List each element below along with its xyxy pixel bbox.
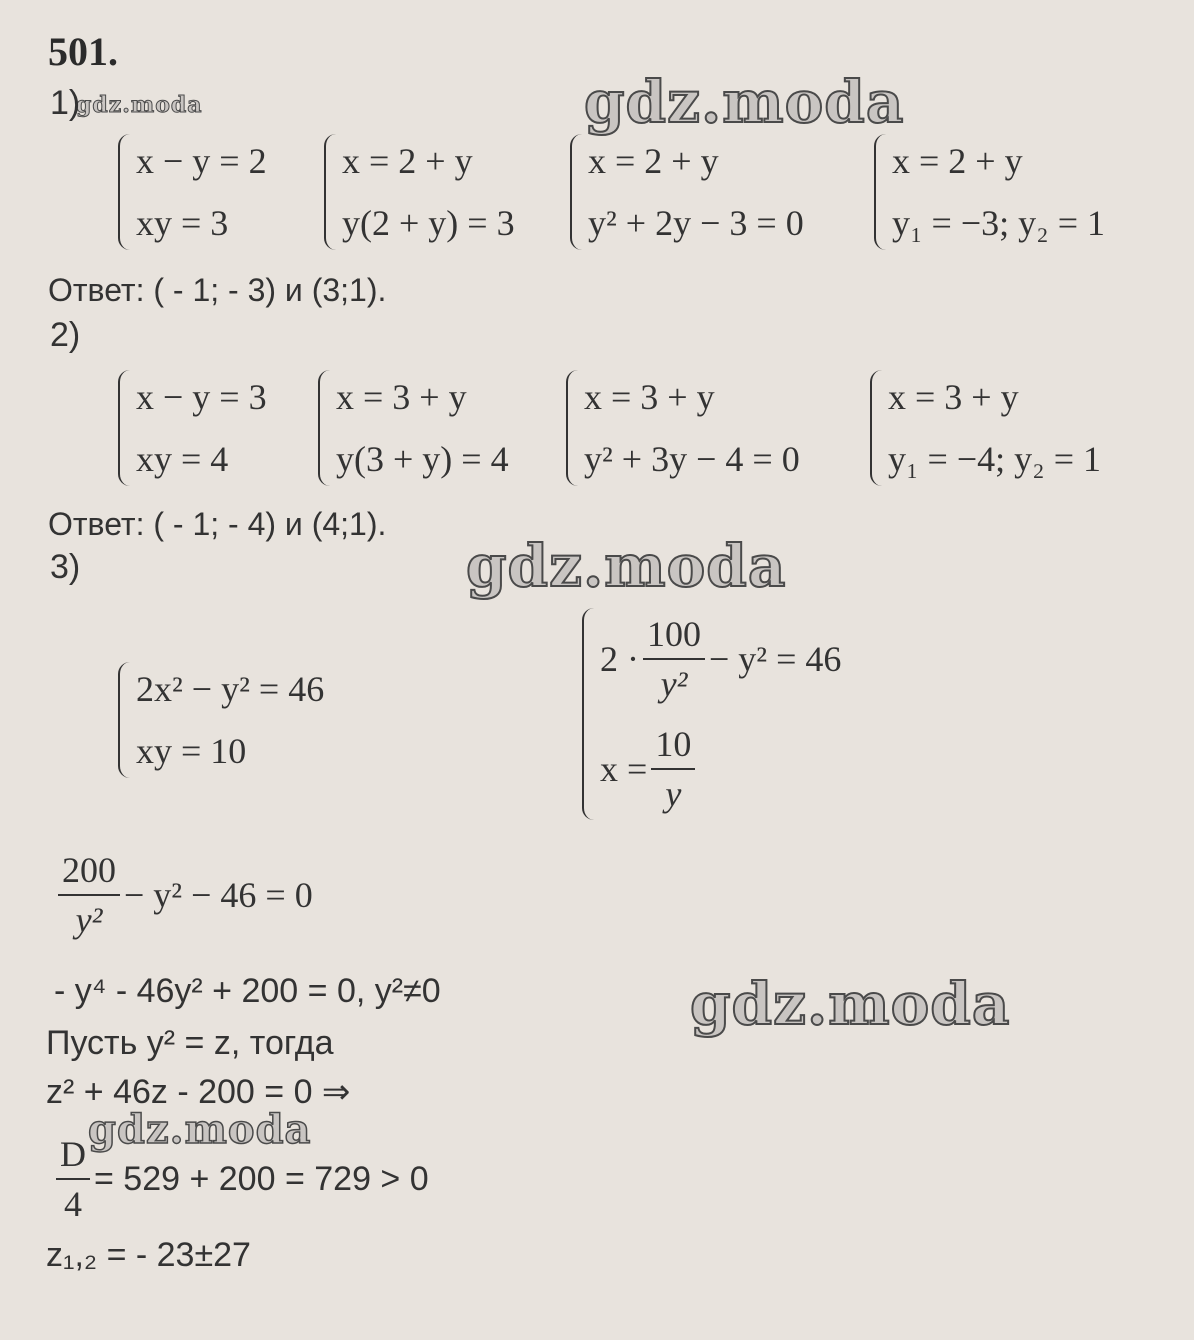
equation: x = 2 + y bbox=[588, 141, 719, 181]
fraction bbox=[56, 1130, 90, 1228]
equation-system bbox=[116, 658, 324, 782]
equation: 2x² − y² = 46 bbox=[136, 669, 325, 709]
numerator: 200 bbox=[58, 846, 120, 896]
fraction bbox=[643, 610, 705, 708]
equation: y² + 3y − 4 = 0 bbox=[584, 439, 800, 479]
equation: xy = 3 bbox=[136, 203, 229, 243]
equation: y(2 + y) = 3 bbox=[342, 203, 515, 243]
fraction bbox=[651, 720, 695, 818]
watermark: gdz.moda bbox=[76, 92, 203, 118]
equation-part: 2 · bbox=[600, 639, 639, 679]
numerator: 100 bbox=[643, 610, 705, 660]
equation-system bbox=[116, 366, 267, 490]
equation-part: = 529 + 200 = 729 > 0 bbox=[94, 1159, 429, 1198]
equation-system bbox=[564, 366, 800, 490]
equation-part: x = bbox=[600, 749, 648, 789]
fraction bbox=[58, 846, 120, 944]
equation-system bbox=[868, 366, 1101, 490]
equation-system bbox=[568, 130, 804, 254]
equation bbox=[600, 604, 841, 714]
equation: x = 3 + y bbox=[336, 377, 467, 417]
equation: z² + 46z - 200 = 0 ⇒ bbox=[46, 1073, 351, 1111]
answer: Ответ: ( - 1; - 3) и (3;1). bbox=[48, 272, 387, 308]
part-label: 2) bbox=[50, 316, 81, 354]
watermark: gdz.moda bbox=[584, 68, 905, 136]
equation-part: − y² = 46 bbox=[709, 639, 842, 679]
answer: Ответ: ( - 1; - 4) и (4;1). bbox=[48, 506, 387, 542]
denominator: 4 bbox=[64, 1184, 82, 1224]
equation: y² + 2y − 3 = 0 bbox=[588, 203, 804, 243]
equation: x = 3 + y bbox=[584, 377, 715, 417]
watermark: gdz.moda bbox=[466, 532, 787, 600]
part-label: 3) bbox=[50, 548, 81, 586]
equation-system bbox=[872, 130, 1105, 254]
part-label: 1) bbox=[50, 84, 81, 122]
equation: x − y = 2 bbox=[136, 141, 267, 181]
equation: xy = 4 bbox=[136, 439, 229, 479]
equation: xy = 10 bbox=[136, 731, 247, 771]
numerator: D bbox=[56, 1130, 90, 1180]
numerator: 10 bbox=[651, 720, 695, 770]
equation-system bbox=[580, 604, 841, 824]
equation: y₁ = −4; y₂ = 1 bbox=[888, 439, 1102, 479]
equation: x = 3 + y bbox=[888, 377, 1019, 417]
equation bbox=[54, 846, 313, 944]
equation: Пусть y² = z, тогда bbox=[46, 1024, 334, 1062]
equation bbox=[52, 1130, 429, 1228]
equation-system bbox=[322, 130, 515, 254]
denominator: y² bbox=[75, 900, 103, 940]
equation-system bbox=[316, 366, 509, 490]
equation-system bbox=[116, 130, 267, 254]
watermark: gdz.moda bbox=[690, 970, 1011, 1038]
equation: x − y = 3 bbox=[136, 377, 267, 417]
equation: x = 2 + y bbox=[342, 141, 473, 181]
equation: y(3 + y) = 4 bbox=[336, 439, 509, 479]
equation: z₁,₂ = - 23±27 bbox=[46, 1236, 251, 1274]
equation: x = 2 + y bbox=[892, 141, 1023, 181]
watermark: gdz.moda bbox=[88, 1106, 312, 1153]
equation: - y⁴ - 46y² + 200 = 0, y²≠0 bbox=[54, 972, 441, 1010]
problem-number: 501. bbox=[48, 29, 118, 74]
denominator: y bbox=[665, 774, 682, 814]
equation-part: − y² − 46 = 0 bbox=[124, 875, 313, 915]
denominator: y² bbox=[660, 664, 688, 704]
equation bbox=[600, 714, 841, 824]
equation: y₁ = −3; y₂ = 1 bbox=[892, 203, 1106, 243]
